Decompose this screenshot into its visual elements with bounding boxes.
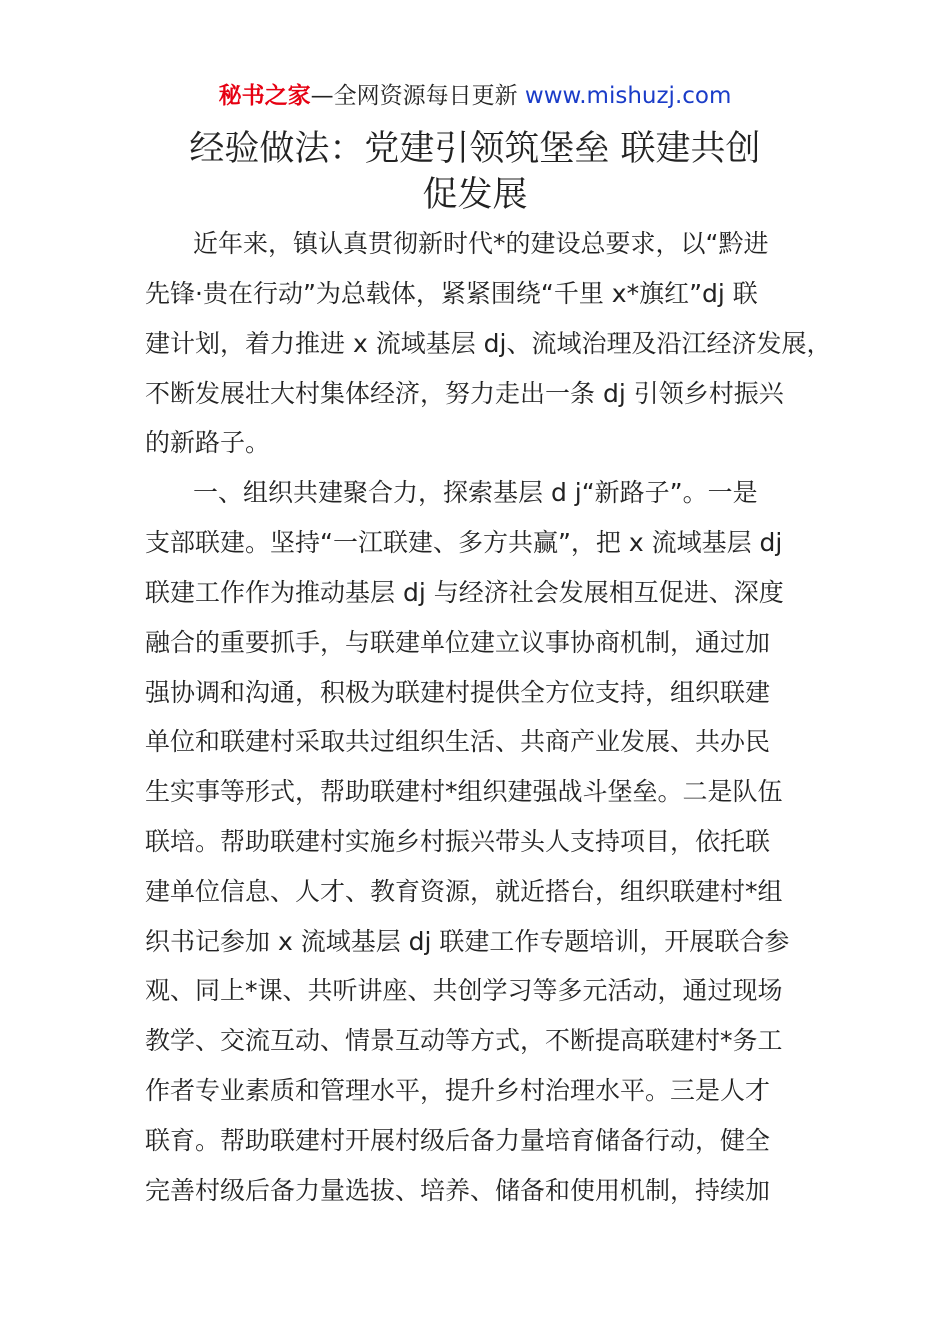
- paragraph-1-line: 建计划，着力推进 x 流域基层 dj、流域治理及沿江经济发展，: [145, 329, 832, 358]
- paragraph-2-line: 联建工作作为推动基层 dj 与经济社会发展相互促进、深度: [145, 578, 784, 607]
- paragraph-2-line: 单位和联建村采取共过组织生活、共商产业发展、共办民: [145, 727, 771, 756]
- paragraph-2-line: 联培。帮助联建村实施乡村振兴带头人支持项目，依托联: [145, 827, 771, 856]
- paragraph-2-line: 观、同上*课、共听讲座、共创学习等多元活动，通过现场: [145, 976, 783, 1005]
- paragraph-2-line: 一、组织共建聚合力，探索基层 d j“新路子”。一是: [193, 478, 758, 507]
- paragraph-2-line: 作者专业素质和管理水平，提升乡村治理水平。三是人才: [145, 1076, 771, 1105]
- paragraph-1-line: 不断发展壮大村集体经济，努力走出一条 dj 引领乡村振兴: [145, 379, 784, 408]
- paragraph-2-line: 建单位信息、人才、教育资源，就近搭台，组织联建村*组: [145, 877, 783, 906]
- site-slogan: —全网资源每日更新: [310, 83, 525, 109]
- paragraph-2-line: 织书记参加 x 流域基层 dj 联建工作专题培训，开展联合参: [145, 927, 790, 956]
- paragraph-2-line: 教学、交流互动、情景互动等方式，不断提高联建村*务工: [145, 1026, 783, 1055]
- document-title: [0, 126, 950, 218]
- paragraph-1-line: 的新路子。: [145, 428, 271, 457]
- paragraph-1-line: 先锋·贵在行动”为总载体，紧紧围绕“千里 x*旗红”dj 联: [145, 279, 758, 308]
- title-line-1: 经验做法：党建引领筑堡垒 联建共创: [189, 129, 761, 169]
- site-url-link[interactable]: www.mishuzj.com: [524, 83, 732, 109]
- site-header: [0, 80, 950, 112]
- paragraph-2-line: 完善村级后备力量选拔、培养、储备和使用机制，持续加: [145, 1176, 771, 1205]
- paragraph-2-line: 生实事等形式，帮助联建村*组织建强战斗堡垒。二是队伍: [145, 777, 783, 806]
- site-brand: 秘书之家: [218, 83, 311, 109]
- paragraph-2-line: 强协调和沟通，积极为联建村提供全方位支持，组织联建: [145, 678, 771, 707]
- title-line-2: 促发展: [422, 175, 528, 215]
- paragraph-1-line: 近年来，镇认真贯彻新时代*的建设总要求，以“黔进: [193, 229, 769, 258]
- paragraph-2-line: 支部联建。坚持“一江联建、多方共赢”，把 x 流域基层 dj: [145, 528, 783, 557]
- paragraph-2-line: 联育。帮助联建村开展村级后备力量培育储备行动，健全: [145, 1126, 771, 1155]
- paragraph-2-line: 融合的重要抓手，与联建单位建立议事协商机制，通过加: [145, 628, 771, 657]
